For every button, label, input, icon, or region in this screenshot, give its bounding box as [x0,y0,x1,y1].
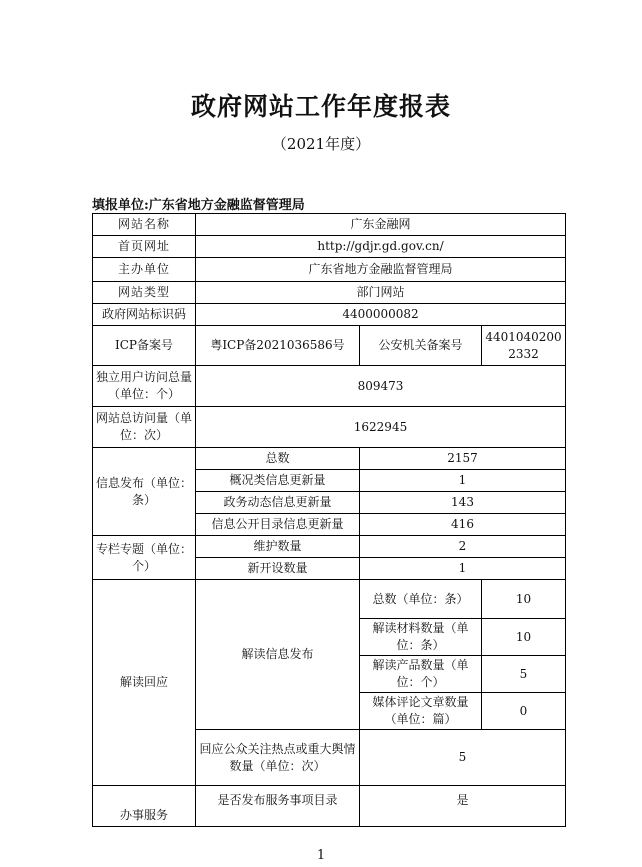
media-articles-label: 媒体评论文章数量（单位：篇） [360,693,482,730]
site-id-label: 政府网站标识码 [93,304,196,326]
icp-label: ICP备案号 [93,326,196,366]
media-articles-value: 0 [482,693,566,730]
overview-updates-label: 概况类信息更新量 [196,470,360,492]
unique-visitors-value: 809473 [196,366,566,407]
site-id-value: 4400000082 [196,304,566,326]
site-name-label: 网站名称 [93,214,196,236]
columns-new-value: 1 [360,558,566,580]
interp-total-label: 总数（单位：条） [360,580,482,619]
site-type-value: 部门网站 [196,282,566,304]
site-type-label: 网站类型 [93,282,196,304]
report-year: （2021年度） [271,135,371,153]
police-record-value: 44010402002332 [482,326,566,366]
service-catalog-value: 是 [360,786,566,827]
host-unit-label: 主办单位 [93,258,196,282]
info-total-value: 2157 [360,448,566,470]
report-title: 政府网站工作年度报表 [190,92,451,121]
total-visits-label: 网站总访问量（单位：次） [93,407,196,448]
interpretation-label: 解读回应 [93,580,196,786]
affairs-updates-label: 政务动态信息更新量 [196,492,360,514]
hotspot-response-value: 5 [360,730,566,786]
columns-maintained-value: 2 [360,536,566,558]
columns-label: 专栏专题（单位：个） [93,536,196,580]
hotspot-response-label: 回应公众关注热点或重大舆情数量（单位：次） [196,730,360,786]
info-total-label: 总数 [196,448,360,470]
police-record-label: 公安机关备案号 [360,326,482,366]
interp-materials-value: 10 [482,619,566,656]
overview-updates-value: 1 [360,470,566,492]
icp-value: 粤ICP备2021036586号 [196,326,360,366]
interp-total-value: 10 [482,580,566,619]
page-number: 1 [316,848,326,863]
services-label: 办事服务 [93,786,196,827]
filler-unit: 填报单位:广东省地方金融监督管理局 [92,198,305,213]
columns-maintained-label: 维护数量 [196,536,360,558]
catalog-updates-label: 信息公开目录信息更新量 [196,514,360,536]
interpretation-publish-label: 解读信息发布 [196,580,360,730]
interp-products-label: 解读产品数量（单位：个） [360,656,482,693]
affairs-updates-value: 143 [360,492,566,514]
catalog-updates-value: 416 [360,514,566,536]
interp-products-value: 5 [482,656,566,693]
interp-materials-label: 解读材料数量（单位：条） [360,619,482,656]
homepage-url-label: 首页网址 [93,236,196,258]
homepage-url-value: http://gdjr.gd.gov.cn/ [196,236,566,258]
site-name-value: 广东金融网 [196,214,566,236]
columns-new-label: 新开设数量 [196,558,360,580]
info-publish-label: 信息发布（单位：条） [93,448,196,536]
unique-visitors-label: 独立用户访问总量（单位：个） [93,366,196,407]
host-unit-value: 广东省地方金融监督管理局 [196,258,566,282]
total-visits-value: 1622945 [196,407,566,448]
report-table [92,213,566,827]
service-catalog-label: 是否发布服务事项目录 [196,786,360,827]
